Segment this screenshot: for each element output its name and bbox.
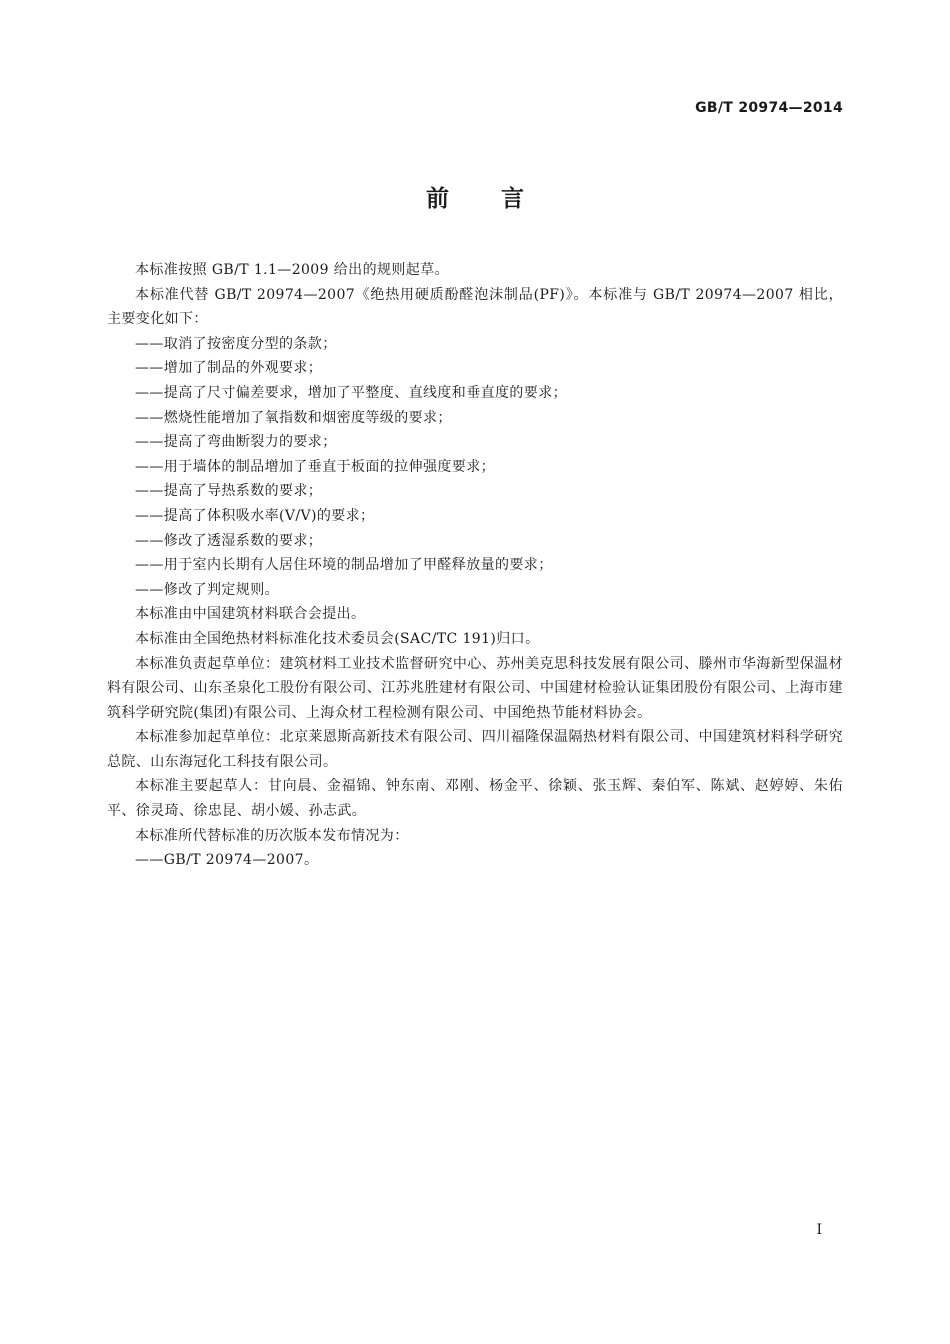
paragraph-proposed-by: 本标准由中国建筑材料联合会提出。 [135, 606, 366, 623]
change-item: ——提高了弯曲断裂力的要求； [135, 434, 337, 451]
change-item: ——用于室内长期有人居住环境的制品增加了甲醛释放量的要求； [135, 557, 553, 574]
paragraph-main-drafters: 本标准主要起草人：甘向晨、金福锦、钟东南、邓刚、杨金平、徐颖、张玉辉、秦伯军、陈斌、赵婷婷、朱佑平、徐灵琦、徐忠昆、胡小媛、孙志武。 [107, 778, 843, 820]
standard-number: GB/T 20974—2014 [695, 100, 843, 116]
change-item: ——燃烧性能增加了氧指数和烟密度等级的要求； [135, 409, 452, 426]
paragraph-under-jurisdiction: 本标准由全国绝热材料标准化技术委员会(SAC/TC 191)归口。 [135, 630, 540, 647]
change-item: ——提高了导热系数的要求； [135, 483, 323, 500]
page-title: 前言 [426, 186, 576, 212]
paragraph-participating-drafters: 本标准参加起草单位：北京莱恩斯高新技术有限公司、四川福隆保温隔热材料有限公司、中国建筑材料科学研究总院、山东海冠化工科技有限公司。 [107, 729, 843, 770]
change-item: ——增加了制品的外观要求； [135, 360, 323, 377]
page-number: I [816, 1222, 822, 1238]
change-item: ——修改了透湿系数的要求； [135, 532, 323, 549]
change-item: ——提高了尺寸偏差要求，增加了平整度、直线度和垂直度的要求； [135, 384, 567, 401]
paragraph-drafting-rules: 本标准按照 GB/T 1.1—2009 给出的规则起草。 [135, 262, 449, 278]
previous-edition-item: ——GB/T 20974—2007。 [135, 852, 319, 869]
paragraph-lead-drafters: 本标准负责起草单位：建筑材料工业技术监督研究中心、苏州美克思科技发展有限公司、滕州市华海新型保温材料有限公司、山东圣泉化工股份有限公司、江苏兆胜建材有限公司、中国建材检验认证集团股份有限公司、上海市建筑科学研究院(集团)有限公司、上海众材工程检测有限公司、中国绝热节能材料协会。 [107, 655, 843, 721]
paragraph-previous-editions: 本标准所代替标准的历次版本发布情况为： [135, 827, 409, 844]
foreword-body [107, 258, 843, 873]
change-item: ——用于墙体的制品增加了垂直于板面的拉伸强度要求； [135, 458, 495, 475]
change-item: ——取消了按密度分型的条款； [135, 335, 337, 352]
change-item: ——提高了体积吸水率(V/V)的要求； [135, 507, 375, 524]
paragraph-replaces: 本标准代替 GB/T 20974—2007《绝热用硬质酚醛泡沫制品(PF)》。本标准与 GB/T 20974—2007 相比，主要变化如下： [107, 286, 843, 328]
change-item: ——修改了判定规则。 [135, 581, 279, 598]
